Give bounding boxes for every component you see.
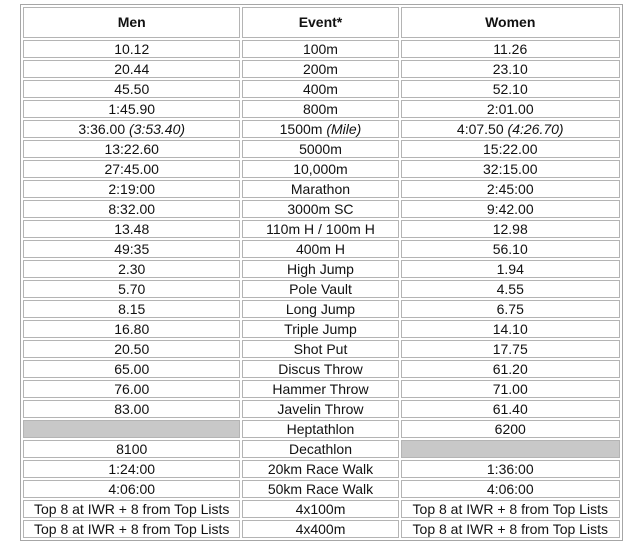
men-cell <box>23 300 240 318</box>
event-cell <box>242 220 398 238</box>
men-cell <box>23 340 240 358</box>
men-cell-value: 13.48 <box>114 221 150 237</box>
table-row <box>23 200 620 218</box>
event-cell <box>242 260 398 278</box>
event-cell-value: Javelin Throw <box>277 401 364 417</box>
table-row <box>23 220 620 238</box>
men-cell-value: 3:36.00 <box>78 121 126 137</box>
table-row <box>23 520 620 538</box>
women-cell-value: 9:42.00 <box>486 201 534 217</box>
event-cell-value: Hammer Throw <box>272 381 369 397</box>
women-cell-value: 4.55 <box>496 281 524 297</box>
women-cell-value: 1:36:00 <box>486 461 534 477</box>
women-cell-value: 32:15.00 <box>483 161 538 177</box>
women-cell <box>401 160 621 178</box>
table-row <box>23 40 620 58</box>
event-cell-value: 400m <box>302 81 338 97</box>
table-row <box>23 500 620 518</box>
event-cell <box>242 180 398 198</box>
table-row <box>23 440 620 458</box>
table-row <box>23 360 620 378</box>
women-cell-alt-value: (4:26.70) <box>507 121 564 137</box>
table-row <box>23 60 620 78</box>
event-cell <box>242 240 398 258</box>
event-cell <box>242 420 398 438</box>
men-cell-value: 16.80 <box>114 321 150 337</box>
women-cell-value: 71.00 <box>492 381 528 397</box>
women-cell <box>401 120 621 138</box>
men-cell <box>23 280 240 298</box>
event-cell-value: Discus Throw <box>278 361 363 377</box>
men-cell-value: 65.00 <box>114 361 150 377</box>
table-row <box>23 120 620 138</box>
event-cell <box>242 500 398 518</box>
men-cell <box>23 440 240 458</box>
table-row <box>23 340 620 358</box>
men-cell <box>23 500 240 518</box>
men-cell <box>23 360 240 378</box>
men-cell <box>23 180 240 198</box>
women-cell <box>401 360 621 378</box>
table-row <box>23 240 620 258</box>
women-cell <box>401 320 621 338</box>
event-cell <box>242 520 398 538</box>
women-cell <box>401 200 621 218</box>
table-row <box>23 180 620 198</box>
women-cell <box>401 60 621 78</box>
event-cell <box>242 340 398 358</box>
table-row <box>23 420 620 438</box>
table-row <box>23 320 620 338</box>
women-cell <box>401 240 621 258</box>
table-row <box>23 460 620 478</box>
table-row <box>23 480 620 498</box>
men-cell <box>23 140 240 158</box>
men-cell-value: 20.44 <box>114 61 150 77</box>
event-cell <box>242 400 398 418</box>
men-cell-value: 1:45.90 <box>108 101 156 117</box>
men-cell-value: 49:35 <box>114 241 150 257</box>
women-cell <box>401 180 621 198</box>
qualifying-standards-table <box>20 4 623 541</box>
women-cell <box>401 500 621 518</box>
women-cell <box>401 260 621 278</box>
event-cell-value: 1500m <box>279 121 323 137</box>
table-row <box>23 140 620 158</box>
table-row <box>23 400 620 418</box>
event-cell <box>242 200 398 218</box>
table-row <box>23 280 620 298</box>
men-cell <box>23 80 240 98</box>
event-cell <box>242 60 398 78</box>
men-cell-value: Top 8 at IWR + 8 from Top Lists <box>34 501 230 517</box>
women-cell <box>401 340 621 358</box>
men-cell <box>23 120 240 138</box>
event-cell-value: Triple Jump <box>284 321 357 337</box>
event-cell-value: 800m <box>302 101 338 117</box>
women-cell-value: 2:01.00 <box>486 101 534 117</box>
men-cell <box>23 380 240 398</box>
event-cell-value: 20km Race Walk <box>267 461 374 477</box>
header-women: Women <box>401 7 621 38</box>
men-cell-value: 8100 <box>116 441 148 457</box>
women-cell <box>401 100 621 118</box>
men-cell <box>23 100 240 118</box>
men-cell <box>23 200 240 218</box>
table-row <box>23 260 620 278</box>
women-cell <box>401 40 621 58</box>
women-cell-value: 4:06:00 <box>486 481 534 497</box>
event-cell <box>242 460 398 478</box>
men-cell <box>23 420 240 438</box>
event-cell <box>242 100 398 118</box>
women-cell-value: 61.40 <box>492 401 528 417</box>
women-cell-value: 15:22.00 <box>483 141 538 157</box>
women-cell-value: 56.10 <box>492 241 528 257</box>
men-cell-value: 13:22.60 <box>104 141 159 157</box>
header-event: Event* <box>242 7 398 38</box>
women-cell <box>401 420 621 438</box>
women-cell <box>401 440 621 458</box>
women-cell-value: 11.26 <box>493 41 528 57</box>
women-cell-value: 61.20 <box>492 361 528 377</box>
event-cell <box>242 440 398 458</box>
women-cell <box>401 400 621 418</box>
men-cell <box>23 400 240 418</box>
event-cell-value: Decathlon <box>288 441 352 457</box>
men-cell <box>23 220 240 238</box>
men-cell <box>23 40 240 58</box>
event-cell <box>242 280 398 298</box>
men-cell <box>23 260 240 278</box>
women-cell-value: 52.10 <box>492 81 528 97</box>
women-cell <box>401 380 621 398</box>
event-cell <box>242 120 398 138</box>
women-cell-value: 17.75 <box>492 341 528 357</box>
table-row <box>23 80 620 98</box>
men-cell-value: 2.30 <box>118 261 146 277</box>
event-cell <box>242 320 398 338</box>
event-cell-value: Pole Vault <box>289 281 352 297</box>
men-cell <box>23 160 240 178</box>
event-cell-value: Long Jump <box>285 301 356 317</box>
men-cell-value: Top 8 at IWR + 8 from Top Lists <box>34 521 230 537</box>
men-cell-value: 76.00 <box>114 381 150 397</box>
women-cell-value: 12.98 <box>492 221 528 237</box>
event-cell-value: 200m <box>302 61 338 77</box>
women-cell <box>401 80 621 98</box>
event-cell-value: 3000m SC <box>287 201 354 217</box>
event-cell-value: High Jump <box>287 261 354 277</box>
women-cell <box>401 460 621 478</box>
event-cell-value: Marathon <box>290 181 351 197</box>
men-cell-value: 27:45.00 <box>104 161 159 177</box>
event-cell <box>242 40 398 58</box>
event-cell <box>242 300 398 318</box>
men-cell <box>23 480 240 498</box>
event-cell <box>242 140 398 158</box>
men-cell <box>23 60 240 78</box>
event-cell-value: 4x400m <box>295 521 346 537</box>
event-cell-value: 100m <box>302 41 338 57</box>
event-cell-value: 5000m <box>299 141 342 157</box>
women-cell-value: 6200 <box>494 421 526 437</box>
event-cell-value: 400m H <box>295 241 345 257</box>
men-cell-value: 2:19:00 <box>108 181 156 197</box>
women-cell-value: 1.94 <box>496 261 524 277</box>
men-cell-value: 4:06:00 <box>108 481 156 497</box>
table-row <box>23 160 620 178</box>
men-cell-value: 8:32.00 <box>108 201 156 217</box>
women-cell <box>401 300 621 318</box>
men-cell-value: 5.70 <box>118 281 146 297</box>
women-cell <box>401 220 621 238</box>
table-row <box>23 100 620 118</box>
women-cell-value: 2:45:00 <box>486 181 534 197</box>
men-cell-value: 45.50 <box>114 81 150 97</box>
qualifying-standards-table-wrapper <box>20 4 623 541</box>
men-cell-value: 8.15 <box>118 301 146 317</box>
event-cell-alt-value: (Mile) <box>326 121 362 137</box>
men-cell-value: 1:24:00 <box>108 461 156 477</box>
event-cell-value: 4x100m <box>295 501 346 517</box>
women-cell <box>401 520 621 538</box>
event-cell <box>242 360 398 378</box>
event-cell-value: Heptathlon <box>286 421 355 437</box>
men-cell-alt-value: (3:53.40) <box>129 121 186 137</box>
women-cell <box>401 280 621 298</box>
men-cell-value: 10.12 <box>114 41 150 57</box>
women-cell-value: 6.75 <box>496 301 524 317</box>
men-cell <box>23 520 240 538</box>
table-row <box>23 380 620 398</box>
women-cell <box>401 480 621 498</box>
men-cell-value: 83.00 <box>114 401 150 417</box>
event-cell-value: 110m H / 100m H <box>266 221 375 237</box>
event-cell-value: 50km Race Walk <box>267 481 374 497</box>
men-cell <box>23 460 240 478</box>
women-cell <box>401 140 621 158</box>
event-cell-value: 10,000m <box>293 161 348 177</box>
women-cell-value: Top 8 at IWR + 8 from Top Lists <box>412 501 608 517</box>
event-cell <box>242 160 398 178</box>
event-cell-value: Shot Put <box>293 341 348 357</box>
women-cell-value: 4:07.50 <box>456 121 504 137</box>
table-row <box>23 300 620 318</box>
header-men: Men <box>23 7 240 38</box>
women-cell-value: Top 8 at IWR + 8 from Top Lists <box>412 521 608 537</box>
women-cell-value: 14.10 <box>492 321 528 337</box>
event-cell <box>242 380 398 398</box>
table-body <box>23 40 620 538</box>
men-cell <box>23 320 240 338</box>
event-cell <box>242 480 398 498</box>
event-cell <box>242 80 398 98</box>
women-cell-value: 23.10 <box>492 61 528 77</box>
men-cell-value: 20.50 <box>114 341 150 357</box>
men-cell <box>23 240 240 258</box>
header-row <box>23 7 620 38</box>
